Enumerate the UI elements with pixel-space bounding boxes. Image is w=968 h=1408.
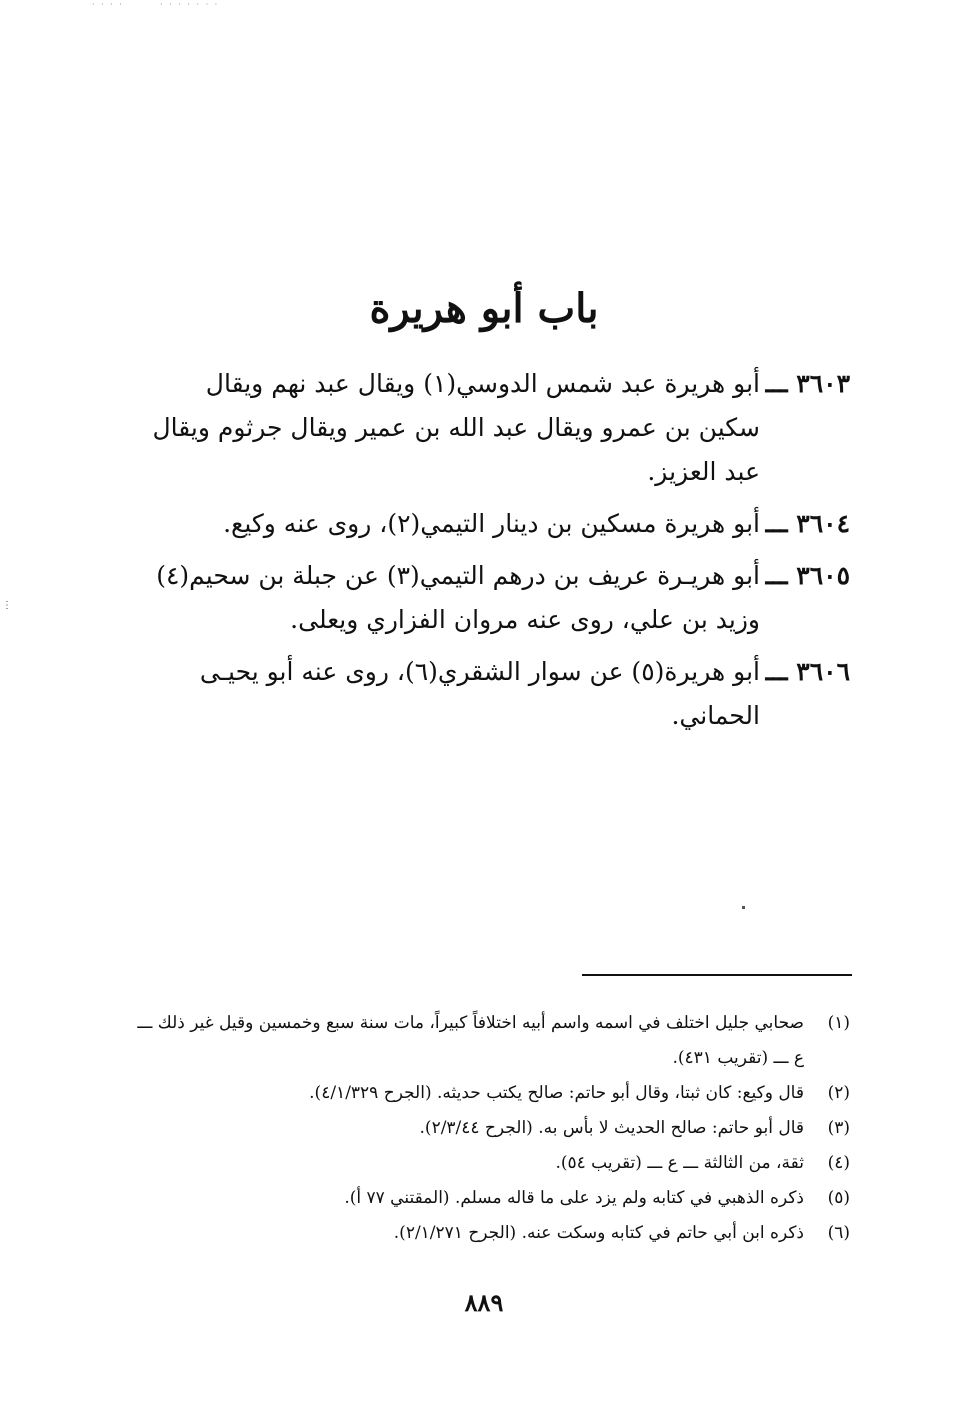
scan-side-mark: ⋮: [2, 600, 12, 611]
footnote-number: (٥): [827, 1188, 850, 1208]
scan-speck: [742, 906, 745, 909]
entry-3606: [150, 650, 850, 738]
footnote-2: [135, 1076, 850, 1111]
entry-text: أبو هريـرة عريف بن درهم التيمي(٣) عن جبلة بن سحيم(٤) وزيد بن علي، روى عنه مروان الفزاري ويعلى.: [156, 561, 760, 634]
footnote-4: [135, 1146, 850, 1181]
footnote-text: صحابي جليل اختلف في اسمه واسم أبيه اختلافاً كبيراً، مات سنة سبع وخمسين وقيل غير ذلك ـــ ع ـــ (تقريب ٤٣١).: [137, 1013, 804, 1068]
footnote-separator: [582, 974, 852, 976]
entry-text: أبو هريرة(٥) عن سوار الشقري(٦)، روى عنه أبو يحيـى الحماني.: [199, 657, 760, 730]
entry-number: ٣٦٠٤ ـــ: [765, 509, 850, 538]
footnote-6: [135, 1216, 850, 1251]
entry-3603: [150, 362, 850, 494]
entry-number: ٣٦٠٣ ـــ: [765, 369, 850, 398]
chapter-title: باب أبو هريرة: [369, 284, 599, 332]
footnote-text: ثقة، من الثالثة ـــ ع ـــ (تقريب ٥٤).: [555, 1153, 804, 1173]
entry-text: أبو هريرة عبد شمس الدوسي(١) ويقال عبد نهم ويقال سكين بن عمرو ويقال عبد الله بن عمير ويقال جرثوم ويقال عبد العزيز.: [152, 369, 760, 486]
entry-3605: [150, 554, 850, 642]
entry-3604: [150, 502, 850, 546]
footnote-5: [135, 1181, 850, 1216]
footnote-3: [135, 1111, 850, 1146]
entry-number: ٣٦٠٥ ـــ: [765, 561, 850, 590]
footnote-1: [135, 1006, 850, 1076]
footnote-text: قال أبو حاتم: صالح الحديث لا بأس به. (الجرح ٢/٣/٤٤).: [419, 1118, 804, 1138]
entries-list: [150, 362, 850, 746]
footnote-number: (١): [827, 1013, 850, 1033]
footnote-number: (٢): [827, 1083, 850, 1103]
footnote-number: (٣): [827, 1118, 850, 1138]
footnote-text: قال وكيع: كان ثبتا، وقال أبو حاتم: صالح يكتب حديثه. (الجرح ٤/١/٣٢٩).: [309, 1083, 804, 1103]
footnote-text: ذكره ابن أبي حاتم في كتابه وسكت عنه. (الجرح ٢/١/٢٧١).: [393, 1223, 804, 1243]
page-number: ٨٨٩: [464, 1288, 504, 1317]
footnote-number: (٤): [827, 1153, 850, 1173]
footnote-text: ذكره الذهبي في كتابه ولم يزد على ما قاله مسلم. (المقتني ٧٧ أ).: [344, 1188, 804, 1208]
scan-edge-marks: · · · · · · · · · · ·: [92, 0, 220, 9]
entry-number: ٣٦٠٦ ـــ: [765, 657, 850, 686]
entry-text: أبو هريرة مسكين بن دينار التيمي(٢)، روى عنه وكيع.: [223, 509, 760, 538]
footnote-number: (٦): [827, 1223, 850, 1243]
footnotes-list: [135, 1006, 850, 1251]
